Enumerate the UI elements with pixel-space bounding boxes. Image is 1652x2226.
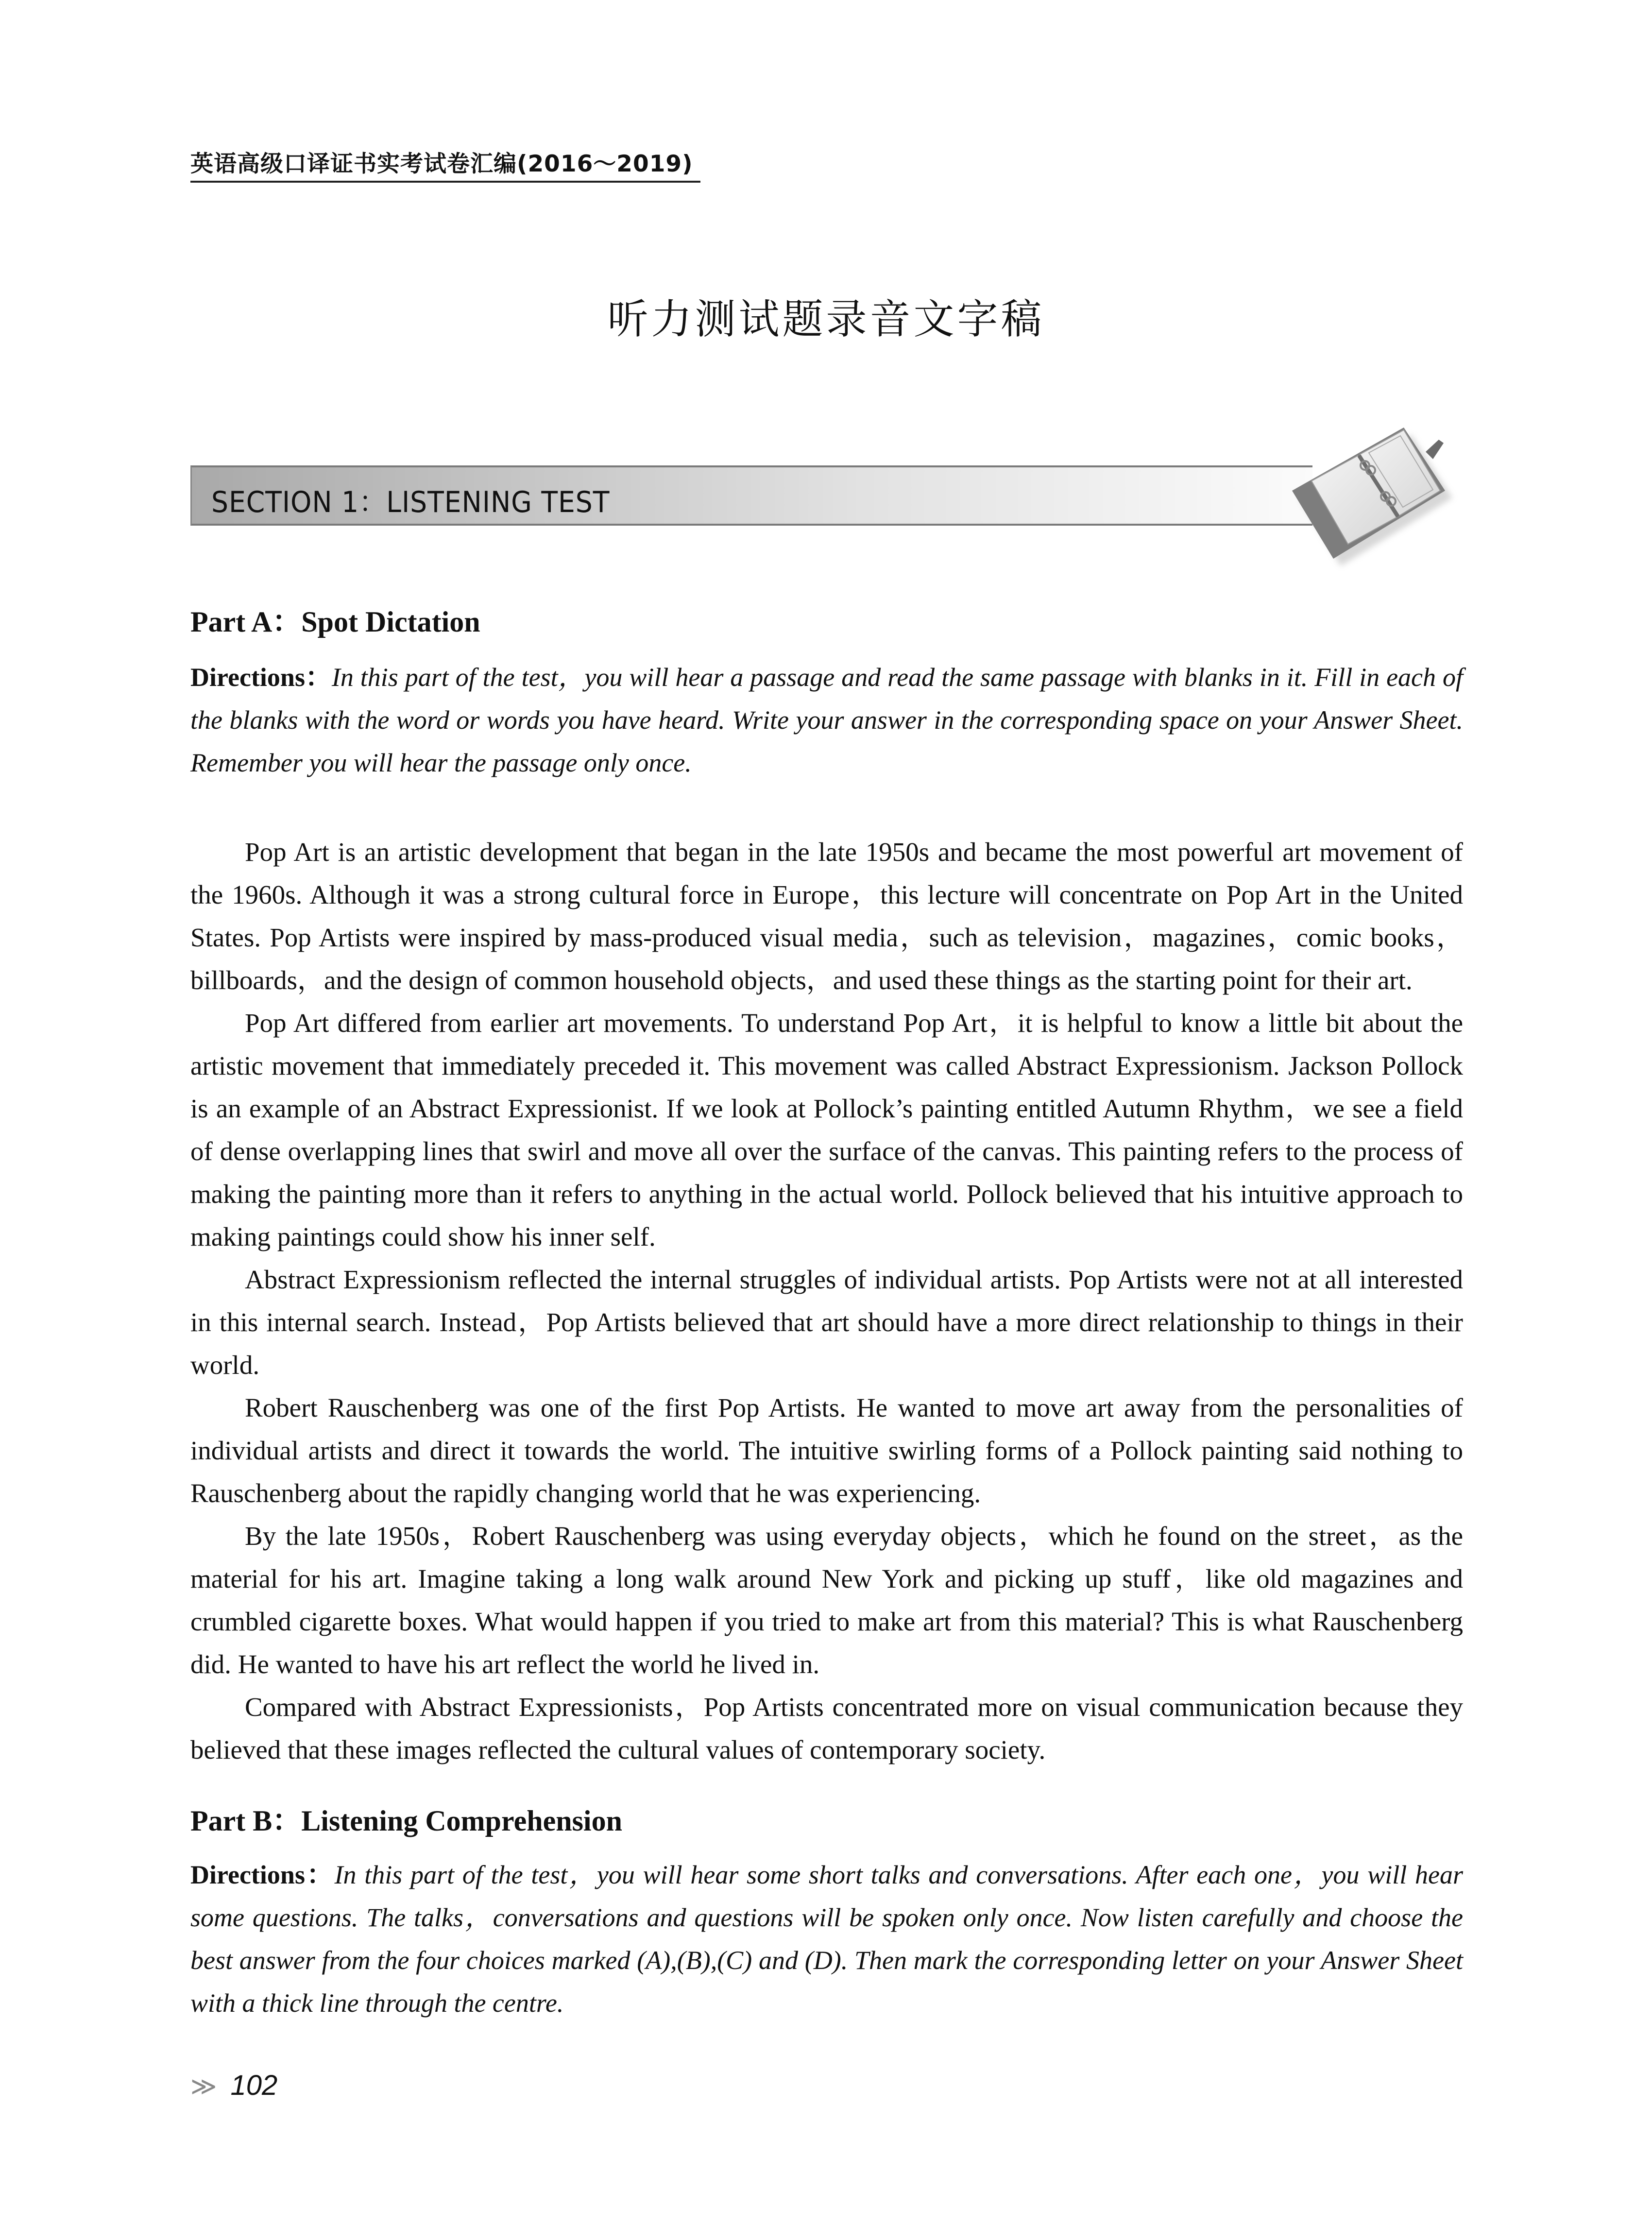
- section-banner-label: SECTION 1：LISTENING TEST: [211, 485, 610, 519]
- part-b-directions: [190, 1853, 1463, 2024]
- section-banner: [190, 465, 1312, 526]
- transcript-paragraph: Pop Art differed from earlier art movements. To understand Pop Art，it is helpful to know a little bit about the artistic movement that immediately preceded it. This movement was called Abstract Expressionism. Jackson Pollock is an example of an Abstract Expressionist. If we look at Pollock’s painting entitled Autumn Rhythm，we see a field of dense overlapping lines that swirl and move all over the surface of the canvas. This painting refers to the process of making the painting more than it refers to anything in the actual world. Pollock believed that his intuitive approach to making paintings could show his inner self.: [190, 1008, 1463, 1251]
- part-a-directions-text: In this part of the test，you will hear a passage and read the same passage with blanks in it. Fill in each of the blanks with the word or words you have heard. Write your answer in the corresponding space on your Answer Sheet. Remember you will hear the passage only once.: [190, 663, 1463, 777]
- part-a-heading: Part A：Spot Dictation: [190, 606, 480, 638]
- double-chevron-icon: ≫: [190, 2072, 217, 2101]
- running-header: 英语高级口译证书实考试卷汇编(2016～2019): [190, 151, 693, 177]
- transcript-paragraph: Compared with Abstract Expressionists，Pop Artists concentrated more on visual communication because they believed that these images reflected the cultural values of contemporary society.: [190, 1692, 1463, 1764]
- part-b-heading: Part B：Listening Comprehension: [190, 1805, 622, 1837]
- part-a-directions-label: Directions：: [190, 663, 332, 692]
- header-rule: [190, 181, 700, 183]
- part-b-directions-text: In this part of the test，you will hear some short talks and conversations. After each one，you will hear some questions. The talks，conversations and questions will be spoken only once. Now listen carefully and choose the best answer from the four choices marked (A),(B),(C) and (D). Then mark the corresponding letter on your Answer Sheet with a thick line through the centre.: [190, 1860, 1463, 2018]
- transcript-paragraph: By the late 1950s，Robert Rauschenberg was using everyday objects，which he found on the street，as the material for his art. Imagine taking a long walk around New York and picking up stuff，like old magazines and crumbled cigarette boxes. What would happen if you tried to make art from this material? This is what Rauschenberg did. He wanted to have his art reflect the world he lived in.: [190, 1521, 1463, 1679]
- page-title: 听力测试题录音文字稿: [607, 295, 1045, 343]
- part-b-directions-label: Directions：: [190, 1860, 335, 1889]
- part-a-directions: [190, 656, 1463, 784]
- page-number: 102: [230, 2070, 278, 2101]
- notebook-icon: [1263, 413, 1467, 573]
- page-footer: [190, 2069, 277, 2102]
- transcript-paragraph: Abstract Expressionism reflected the internal struggles of individual artists. Pop Artists were not at all interested in this internal search. Instead，Pop Artists believed that art should have a more direct relationship to things in their world.: [190, 1265, 1463, 1380]
- transcript-paragraph: Pop Art is an artistic development that began in the late 1950s and became the most powerful art movement of the 1960s. Although it was a strong cultural force in Europe，this lecture will concentrate on Pop Art in the United States. Pop Artists were inspired by mass-produced visual media，such as television，magazines，comic books，billboards，and the design of common household objects，and used these things as the starting point for their art.: [190, 837, 1463, 995]
- part-a-transcript: [190, 831, 1463, 1771]
- transcript-paragraph: Robert Rauschenberg was one of the first Pop Artists. He wanted to move art away from the personalities of individual artists and direct it towards the world. The intuitive swirling forms of a Pollock painting said nothing to Rauschenberg about the rapidly changing world that he was experiencing.: [190, 1393, 1463, 1508]
